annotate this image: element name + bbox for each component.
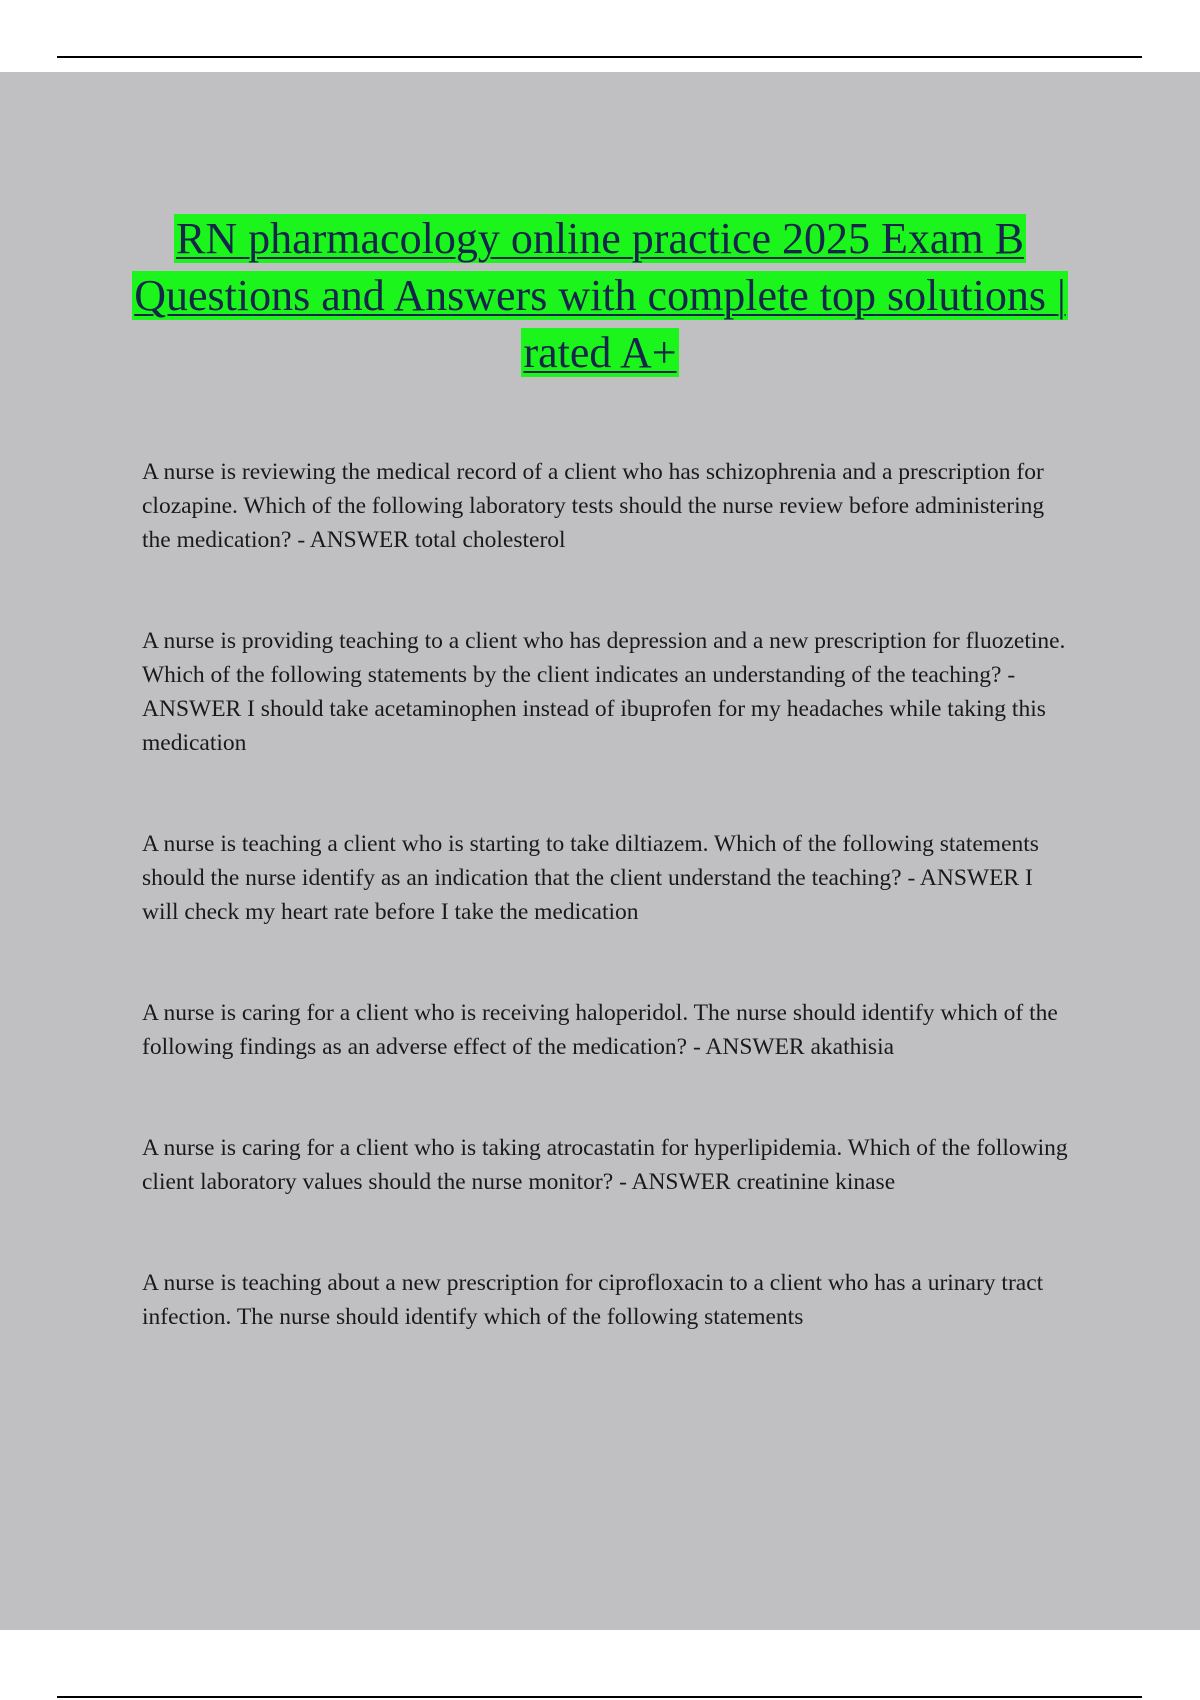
qa-item	[142, 455, 1072, 557]
qa-item	[142, 1266, 1072, 1334]
document-page	[0, 72, 1200, 1630]
qa-item	[142, 827, 1072, 929]
qa-item	[142, 1131, 1072, 1199]
question-text: A nurse is caring for a client who is receiving haloperidol. The nurse should identify which of the following findings as an adverse effect of the medication?	[142, 1000, 1058, 1060]
qa-item	[142, 996, 1072, 1064]
answer-label: ANSWER	[309, 527, 409, 553]
bottom-rule	[57, 1696, 1142, 1698]
qa-list	[142, 455, 1072, 1401]
answer-separator: -	[901, 865, 920, 891]
question-text: A nurse is teaching about a new prescription for ciprofloxacin to a client who has a urinary tract infection. The nurse should identify which of the following statements	[142, 1270, 1044, 1330]
answer-label: ANSWER	[142, 696, 242, 722]
question-text: A nurse is providing teaching to a client who has depression and a new prescription for fluozetine. Which of the following statements by the client indicates an understanding of the teaching?	[142, 628, 1066, 688]
answer-text: total cholesterol	[414, 527, 566, 553]
answer-text: akathisia	[810, 1034, 895, 1060]
question-text: A nurse is reviewing the medical record of a client who has schizophrenia and a prescription for clozapine. Which of the following laboratory tests should the nurse review before administering the medication?	[142, 459, 1045, 553]
answer-separator: -	[687, 1034, 706, 1060]
answer-separator: -	[613, 1169, 632, 1195]
answer-separator: -	[1001, 662, 1016, 688]
top-rule	[57, 56, 1142, 58]
answer-text: I should take acetaminophen instead of ibuprofen for my headaches while taking this medication	[142, 696, 1046, 756]
answer-text: I will check my heart rate before I take the medication	[142, 865, 1033, 925]
question-text: A nurse is teaching a client who is starting to take diltiazem. Which of the following statements should the nurse identify as an indication that the client understand the teaching?	[142, 831, 1039, 891]
document-title	[110, 210, 1090, 381]
question-text: A nurse is caring for a client who is taking atrocastatin for hyperlipidemia. Which of the following client laboratory values should the nurse monitor?	[142, 1135, 1068, 1195]
qa-item	[142, 624, 1072, 760]
document-title-text: RN pharmacology online practice 2025 Exam B Questions and Answers with complete top solutions | rated A+	[134, 214, 1066, 377]
answer-label: ANSWER	[631, 1169, 731, 1195]
answer-label: ANSWER	[919, 865, 1020, 891]
answer-label: ANSWER	[705, 1034, 805, 1060]
answer-text: creatinine kinase	[736, 1169, 896, 1195]
answer-separator: -	[291, 527, 310, 553]
